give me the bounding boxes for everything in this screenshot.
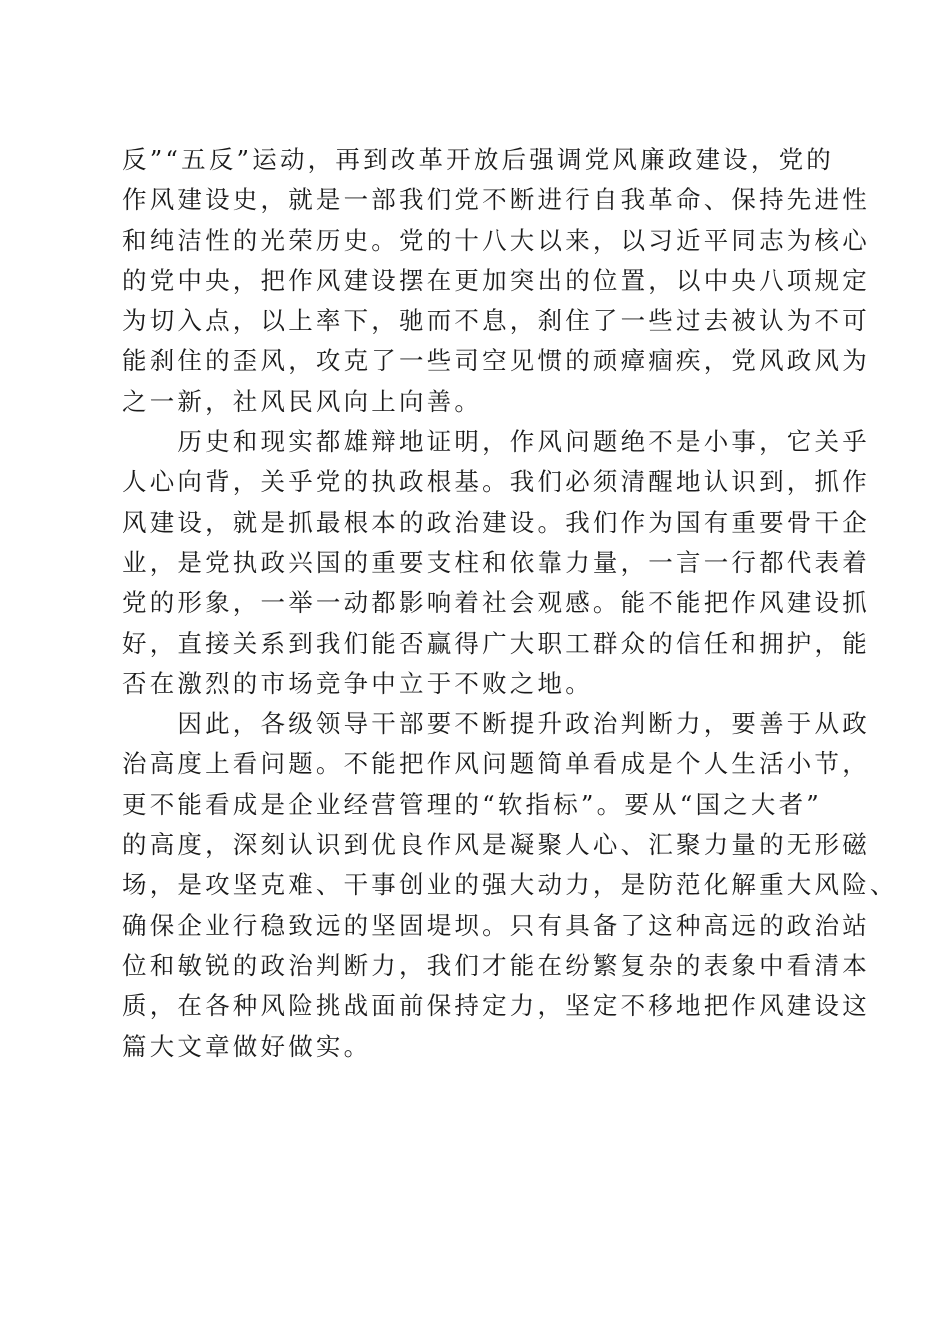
text-line: 因此，各级领导干部要不断提升政治判断力，要善于从政: [122, 709, 870, 739]
text-line: 历史和现实都雄辩地证明，作风问题绝不是小事，它关乎: [122, 427, 870, 457]
text-line: 否在激烈的市场竞争中立于不败之地。: [122, 668, 593, 698]
text-line: 为切入点，以上率下，驰而不息，刹住了一些过去被认为不可: [122, 306, 870, 336]
text-line: 质，在各种风险挑战面前保持定力，坚定不移地把作风建设这: [122, 991, 870, 1021]
text-line: 作风建设史，就是一部我们党不断进行自我革命、保持先进性: [122, 185, 870, 215]
text-line: 治高度上看问题。不能把作风问题简单看成是个人生活小节，: [122, 749, 870, 779]
document-body: [122, 140, 898, 1067]
text-line: 之一新，社风民风向上向善。: [122, 386, 483, 416]
text-line: 的党中央，把作风建设摆在更加突出的位置，以中央八项规定: [122, 265, 870, 295]
text-line: 的高度，深刻认识到优良作风是凝聚人心、汇聚力量的无形磁: [122, 830, 870, 860]
text-line: 反”“五反”运动，再到改革开放后强调党风廉政建设，党的: [122, 145, 834, 174]
text-line: 好，直接关系到我们能否赢得广大职工群众的信任和拥护，能: [122, 628, 870, 658]
text-line: 位和敏锐的政治判断力，我们才能在纷繁复杂的表象中看清本: [122, 950, 870, 980]
text-line: 业，是党执政兴国的重要支柱和依靠力量，一言一行都代表着: [122, 547, 870, 577]
text-line: 场，是攻坚克难、干事创业的强大动力，是防范化解重大风险、: [122, 870, 898, 900]
text-line: 更不能看成是企业经营管理的“软指标”。要从“国之大者”: [122, 789, 822, 819]
text-line: 风建设，就是抓最根本的政治建设。我们作为国有重要骨干企: [122, 507, 870, 537]
text-line: 能刹住的歪风，攻克了一些司空见惯的顽瘴痼疾，党风政风为: [122, 346, 870, 376]
text-line: 篇大文章做好做实。: [122, 1031, 372, 1061]
text-line: 确保企业行稳致远的坚固堤坝。只有具备了这种高远的政治站: [122, 910, 870, 940]
text-line: 党的形象，一举一动都影响着社会观感。能不能把作风建设抓: [122, 588, 870, 618]
text-line: 和纯洁性的光荣历史。党的十八大以来，以习近平同志为核心: [122, 225, 870, 255]
text-line: 人心向背，关乎党的执政根基。我们必须清醒地认识到，抓作: [122, 467, 870, 497]
